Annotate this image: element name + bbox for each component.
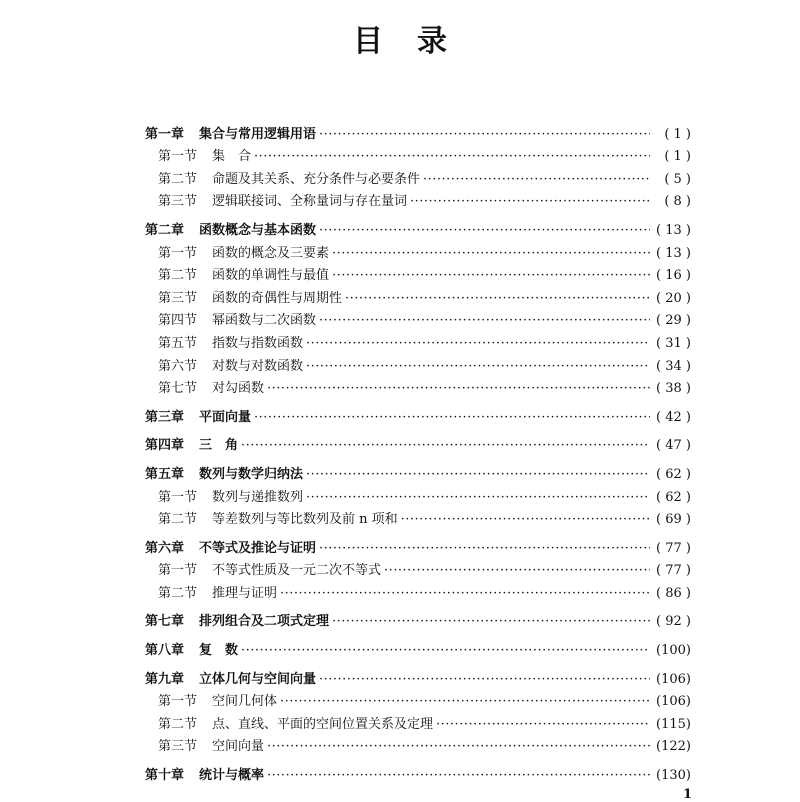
toc-leader-dots <box>401 512 650 528</box>
toc-leader-dots <box>410 194 650 210</box>
toc-leader-dots <box>267 381 650 397</box>
toc-entry-page: ( 62 ) <box>656 489 691 505</box>
toc-entry-page: ( 13 ) <box>656 245 691 261</box>
toc-leader-dots <box>319 223 650 239</box>
toc-entry-number: 第三节 <box>158 739 198 755</box>
toc-entry-number: 第二节 <box>158 716 198 732</box>
toc-entry-title: 幂函数与二次函数 <box>212 313 317 329</box>
toc-leader-dots <box>241 643 650 659</box>
toc-section-row <box>145 506 691 529</box>
toc-entry-title: 复 数 <box>199 643 239 659</box>
toc-leader-dots <box>306 467 650 483</box>
toc-entry-title: 函数概念与基本函数 <box>199 222 317 238</box>
toc-leader-dots <box>254 149 650 165</box>
toc-leader-dots <box>319 313 650 329</box>
toc-leader-dots <box>306 336 650 352</box>
toc-entry-number: 第一节 <box>158 489 198 505</box>
toc-section-row <box>145 688 691 711</box>
toc-entry-page: ( 1 ) <box>664 126 691 142</box>
table-of-contents <box>145 120 691 784</box>
toc-chapter-row <box>145 216 691 239</box>
toc-entry-page: ( 69 ) <box>656 512 691 528</box>
toc-entry-number: 第六节 <box>158 358 198 374</box>
title-char-1: 目 <box>353 24 383 59</box>
toc-entry-page: (115) <box>656 716 691 732</box>
toc-entry-number: 第一节 <box>158 694 198 710</box>
toc-entry-title: 等差数列与等比数列及前 n 项和 <box>212 512 398 528</box>
toc-leader-dots <box>423 172 650 188</box>
toc-entry-title: 函数的单调性与最值 <box>212 268 330 284</box>
toc-entry-number: 第二节 <box>158 512 198 528</box>
toc-entry-page: ( 42 ) <box>656 409 691 425</box>
toc-entry-title: 函数的概念及三要素 <box>212 245 330 261</box>
toc-entry-number: 第七章 <box>145 614 185 630</box>
toc-chapter-row <box>145 761 691 784</box>
toc-entry-number: 第三章 <box>145 409 185 425</box>
toc-chapter-row <box>145 403 691 426</box>
toc-entry-title: 排列组合及二项式定理 <box>199 614 330 630</box>
toc-entry-title: 点、直线、平面的空间位置关系及定理 <box>212 716 434 732</box>
toc-entry-page: (122) <box>656 739 691 755</box>
toc-leader-dots <box>332 268 650 284</box>
toc-entry-page: (130) <box>656 768 691 784</box>
toc-entry-page: ( 8 ) <box>664 194 691 210</box>
toc-chapter-row <box>145 636 691 659</box>
toc-entry-page: ( 5 ) <box>664 171 691 187</box>
toc-leader-dots <box>319 672 650 688</box>
toc-entry-page: ( 34 ) <box>656 358 691 374</box>
toc-entry-page: ( 16 ) <box>656 268 691 284</box>
toc-entry-page: ( 86 ) <box>656 585 691 601</box>
toc-entry-number: 第六章 <box>145 540 185 556</box>
toc-leader-dots <box>332 246 650 262</box>
page-number: 1 <box>682 787 692 802</box>
toc-section-row <box>145 165 691 188</box>
toc-entry-page: (106) <box>656 694 691 710</box>
toc-entry-number: 第九章 <box>145 671 185 687</box>
toc-section-row <box>145 262 691 285</box>
toc-leader-dots <box>332 614 650 630</box>
toc-chapter-row <box>145 534 691 557</box>
toc-section-row <box>145 483 691 506</box>
toc-entry-page: ( 77 ) <box>656 540 691 556</box>
toc-entry-page: ( 47 ) <box>656 438 691 454</box>
toc-entry-title: 数列与数学归纳法 <box>199 466 304 482</box>
toc-entry-page: (106) <box>656 671 691 687</box>
toc-entry-number: 第五章 <box>145 466 185 482</box>
toc-section-row <box>145 710 691 733</box>
toc-entry-title: 推理与证明 <box>212 585 278 601</box>
toc-entry-number: 第十章 <box>145 768 185 784</box>
toc-entry-number: 第一节 <box>158 149 198 165</box>
toc-chapter-row <box>145 608 691 631</box>
toc-entry-title: 平面向量 <box>199 409 252 425</box>
toc-section-row <box>145 188 691 211</box>
toc-leader-dots <box>384 563 650 579</box>
toc-entry-page: ( 1 ) <box>664 149 691 165</box>
toc-entry-title: 不等式性质及一元二次不等式 <box>212 563 382 579</box>
toc-entry-number: 第三节 <box>158 194 198 210</box>
title-char-2: 录 <box>417 24 447 59</box>
toc-leader-dots <box>241 438 650 454</box>
toc-entry-page: ( 29 ) <box>656 313 691 329</box>
toc-entry-title: 命题及其关系、充分条件与必要条件 <box>212 171 421 187</box>
toc-entry-number: 第四章 <box>145 438 185 454</box>
toc-entry-number: 第一章 <box>145 126 185 142</box>
toc-entry-page: (100) <box>656 643 691 659</box>
toc-leader-dots <box>280 694 650 710</box>
toc-entry-page: ( 38 ) <box>656 381 691 397</box>
toc-entry-number: 第二节 <box>158 268 198 284</box>
toc-section-row <box>145 239 691 262</box>
toc-entry-number: 第一节 <box>158 245 198 261</box>
toc-entry-number: 第八章 <box>145 643 185 659</box>
toc-leader-dots <box>254 410 650 426</box>
toc-leader-dots <box>319 127 650 143</box>
toc-leader-dots <box>436 717 650 733</box>
toc-entry-number: 第三节 <box>158 290 198 306</box>
toc-entry-title: 三 角 <box>199 438 239 454</box>
toc-entry-title: 集合与常用逻辑用语 <box>199 126 317 142</box>
toc-leader-dots <box>319 541 650 557</box>
toc-section-row <box>145 352 691 375</box>
toc-entry-title: 集 合 <box>212 149 252 165</box>
toc-entry-number: 第二节 <box>158 585 198 601</box>
toc-chapter-row <box>145 120 691 143</box>
toc-entry-title: 不等式及推论与证明 <box>199 540 317 556</box>
toc-leader-dots <box>345 291 650 307</box>
toc-entry-page: ( 20 ) <box>656 290 691 306</box>
toc-section-row <box>145 579 691 602</box>
toc-entry-title: 函数的奇偶性与周期性 <box>212 290 343 306</box>
toc-entry-title: 立体几何与空间向量 <box>199 671 317 687</box>
toc-entry-number: 第五节 <box>158 335 198 351</box>
toc-entry-title: 统计与概率 <box>199 768 265 784</box>
toc-entry-title: 空间几何体 <box>212 694 278 710</box>
toc-leader-dots <box>267 739 650 755</box>
toc-entry-page: ( 62 ) <box>656 466 691 482</box>
toc-entry-page: ( 92 ) <box>656 614 691 630</box>
toc-entry-title: 逻辑联接词、全称量词与存在量词 <box>212 194 408 210</box>
toc-section-row <box>145 307 691 330</box>
toc-entry-page: ( 13 ) <box>656 222 691 238</box>
toc-leader-dots <box>306 359 650 375</box>
toc-chapter-row <box>145 432 691 455</box>
toc-section-row <box>145 375 691 398</box>
toc-leader-dots <box>280 586 650 602</box>
toc-entry-title: 对勾函数 <box>212 381 265 397</box>
toc-section-row <box>145 329 691 352</box>
toc-entry-title: 指数与指数函数 <box>212 335 304 351</box>
toc-section-row <box>145 284 691 307</box>
toc-entry-title: 数列与递推数列 <box>212 489 304 505</box>
toc-entry-page: ( 77 ) <box>656 563 691 579</box>
toc-entry-title: 空间向量 <box>212 739 265 755</box>
toc-entry-number: 第四节 <box>158 313 198 329</box>
toc-chapter-row <box>145 460 691 483</box>
toc-chapter-row <box>145 665 691 688</box>
toc-entry-number: 第七节 <box>158 381 198 397</box>
toc-entry-number: 第二章 <box>145 222 185 238</box>
toc-section-row <box>145 733 691 756</box>
toc-section-row <box>145 143 691 166</box>
toc-leader-dots <box>306 490 650 506</box>
page-title <box>0 16 800 60</box>
toc-leader-dots <box>267 768 650 784</box>
toc-entry-title: 对数与对数函数 <box>212 358 304 374</box>
toc-entry-page: ( 31 ) <box>656 335 691 351</box>
toc-entry-number: 第二节 <box>158 171 198 187</box>
toc-section-row <box>145 557 691 580</box>
toc-entry-number: 第一节 <box>158 563 198 579</box>
